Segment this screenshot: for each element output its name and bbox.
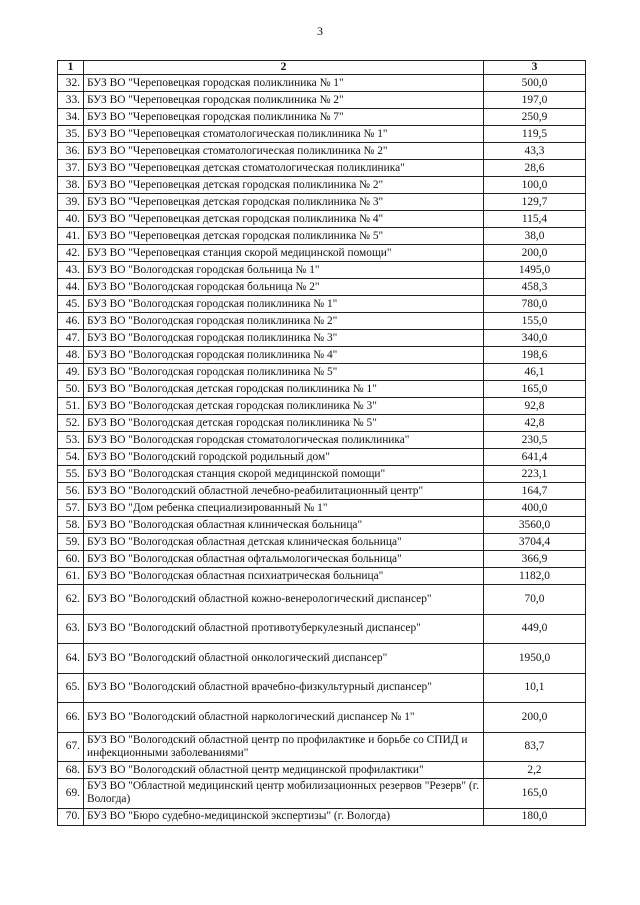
row-number: 42. (58, 245, 84, 262)
table-row (58, 126, 586, 143)
amount-value: 200,0 (484, 245, 586, 262)
amount-value: 2,2 (484, 762, 586, 779)
table-row (58, 644, 586, 674)
row-number: 38. (58, 177, 84, 194)
institution-name: БУЗ ВО "Вологодская областная клиническая больница" (84, 517, 484, 534)
row-number: 44. (58, 279, 84, 296)
row-number: 70. (58, 808, 84, 825)
institution-name: БУЗ ВО "Вологодский областной врачебно-физкультурный диспансер" (84, 673, 484, 703)
institution-name: БУЗ ВО "Череповецкая городская поликлиника № 2" (84, 92, 484, 109)
institution-name: БУЗ ВО "Вологодский областной наркологический диспансер № 1" (84, 703, 484, 733)
row-number: 36. (58, 143, 84, 160)
table-header-row (58, 61, 586, 75)
header-col-1: 1 (58, 61, 84, 75)
institution-name: БУЗ ВО "Череповецкая детская городская поликлиника № 4" (84, 211, 484, 228)
table-row (58, 551, 586, 568)
row-number: 67. (58, 732, 84, 762)
amount-value: 164,7 (484, 483, 586, 500)
table-row (58, 160, 586, 177)
table-row (58, 279, 586, 296)
row-number: 60. (58, 551, 84, 568)
row-number: 68. (58, 762, 84, 779)
table-row (58, 109, 586, 126)
amount-value: 340,0 (484, 330, 586, 347)
table-row (58, 364, 586, 381)
row-number: 63. (58, 614, 84, 644)
row-number: 51. (58, 398, 84, 415)
table-row (58, 432, 586, 449)
institution-name: БУЗ ВО "Дом ребенка специализированный № 1" (84, 500, 484, 517)
table-row (58, 703, 586, 733)
amount-value: 1950,0 (484, 644, 586, 674)
table-row (58, 585, 586, 615)
amount-value: 3704,4 (484, 534, 586, 551)
institution-name: БУЗ ВО "Вологодская областная психиатрическая больница" (84, 568, 484, 585)
institution-name: БУЗ ВО "Череповецкая станция скорой медицинской помощи" (84, 245, 484, 262)
row-number: 47. (58, 330, 84, 347)
table-row (58, 177, 586, 194)
amount-value: 250,9 (484, 109, 586, 126)
amount-value: 155,0 (484, 313, 586, 330)
table-row (58, 808, 586, 825)
row-number: 65. (58, 673, 84, 703)
row-number: 49. (58, 364, 84, 381)
row-number: 40. (58, 211, 84, 228)
institution-name: БУЗ ВО "Череповецкая стоматологическая поликлиника № 2" (84, 143, 484, 160)
row-number: 34. (58, 109, 84, 126)
table-row (58, 517, 586, 534)
amount-value: 458,3 (484, 279, 586, 296)
table-row (58, 313, 586, 330)
row-number: 54. (58, 449, 84, 466)
amount-value: 400,0 (484, 500, 586, 517)
header-col-2: 2 (84, 61, 484, 75)
table-body (58, 75, 586, 826)
amount-value: 165,0 (484, 779, 586, 809)
institution-name: БУЗ ВО "Вологодская областная детская клиническая больница" (84, 534, 484, 551)
row-number: 32. (58, 75, 84, 92)
table-row (58, 732, 586, 762)
table-row (58, 483, 586, 500)
row-number: 58. (58, 517, 84, 534)
institution-name: БУЗ ВО "Вологодская городская поликлиника № 2" (84, 313, 484, 330)
row-number: 48. (58, 347, 84, 364)
row-number: 45. (58, 296, 84, 313)
amount-value: 165,0 (484, 381, 586, 398)
row-number: 43. (58, 262, 84, 279)
amount-value: 28,6 (484, 160, 586, 177)
table-row (58, 330, 586, 347)
amount-value: 780,0 (484, 296, 586, 313)
table-row (58, 262, 586, 279)
institution-name: БУЗ ВО "Череповецкая детская городская поликлиника № 2" (84, 177, 484, 194)
table-row (58, 245, 586, 262)
institution-name: БУЗ ВО "Вологодская детская городская поликлиника № 5" (84, 415, 484, 432)
institution-name: БУЗ ВО "Череповецкая детская городская поликлиника № 5" (84, 228, 484, 245)
row-number: 55. (58, 466, 84, 483)
row-number: 59. (58, 534, 84, 551)
institution-name: БУЗ ВО "Череповецкая детская стоматологическая поликлиника" (84, 160, 484, 177)
institution-name: БУЗ ВО "Вологодская городская больница № 2" (84, 279, 484, 296)
amount-value: 3560,0 (484, 517, 586, 534)
institution-name: БУЗ ВО "Вологодская детская городская поликлиника № 3" (84, 398, 484, 415)
row-number: 46. (58, 313, 84, 330)
funding-table (57, 60, 586, 826)
institution-name: БУЗ ВО "Вологодский областной онкологический диспансер" (84, 644, 484, 674)
institution-name: БУЗ ВО "Череповецкая детская городская поликлиника № 3" (84, 194, 484, 211)
institution-name: БУЗ ВО "Вологодский областной противотуберкулезный диспансер" (84, 614, 484, 644)
table-row (58, 347, 586, 364)
institution-name: БУЗ ВО "Череповецкая городская поликлиника № 1" (84, 75, 484, 92)
row-number: 39. (58, 194, 84, 211)
table-row (58, 211, 586, 228)
institution-name: БУЗ ВО "Череповецкая стоматологическая поликлиника № 1" (84, 126, 484, 143)
amount-value: 500,0 (484, 75, 586, 92)
row-number: 64. (58, 644, 84, 674)
row-number: 56. (58, 483, 84, 500)
row-number: 35. (58, 126, 84, 143)
amount-value: 42,8 (484, 415, 586, 432)
row-number: 41. (58, 228, 84, 245)
table-row (58, 228, 586, 245)
institution-name: БУЗ ВО "Череповецкая городская поликлиника № 7" (84, 109, 484, 126)
table-row (58, 673, 586, 703)
table-row (58, 194, 586, 211)
amount-value: 197,0 (484, 92, 586, 109)
amount-value: 1495,0 (484, 262, 586, 279)
institution-name: БУЗ ВО "Вологодская городская стоматологическая поликлиника" (84, 432, 484, 449)
amount-value: 119,5 (484, 126, 586, 143)
table-row (58, 762, 586, 779)
table-row (58, 415, 586, 432)
table-row (58, 466, 586, 483)
amount-value: 641,4 (484, 449, 586, 466)
institution-name: БУЗ ВО "Вологодская детская городская поликлиника № 1" (84, 381, 484, 398)
table-row (58, 75, 586, 92)
table-row (58, 398, 586, 415)
row-number: 53. (58, 432, 84, 449)
row-number: 66. (58, 703, 84, 733)
institution-name: БУЗ ВО "Вологодская областная офтальмологическая больница" (84, 551, 484, 568)
page-number: 3 (317, 24, 323, 38)
institution-name: БУЗ ВО "Вологодская городская поликлиника № 4" (84, 347, 484, 364)
row-number: 52. (58, 415, 84, 432)
institution-name: БУЗ ВО "Вологодский областной лечебно-реабилитационный центр" (84, 483, 484, 500)
amount-value: 115,4 (484, 211, 586, 228)
amount-value: 100,0 (484, 177, 586, 194)
amount-value: 43,3 (484, 143, 586, 160)
institution-name: БУЗ ВО "Вологодский областной центр медицинской профилактики" (84, 762, 484, 779)
row-number: 50. (58, 381, 84, 398)
institution-name: БУЗ ВО "Вологодский областной центр по профилактике и борьбе со СПИД и инфекционными заболеваниями" (84, 732, 484, 762)
amount-value: 10,1 (484, 673, 586, 703)
table-row (58, 614, 586, 644)
institution-name: БУЗ ВО "Вологодская станция скорой медицинской помощи" (84, 466, 484, 483)
table-row (58, 568, 586, 585)
institution-name: БУЗ ВО "Областной медицинский центр мобилизационных резервов "Резерв" (г. Вологда) (84, 779, 484, 809)
row-number: 69. (58, 779, 84, 809)
amount-value: 223,1 (484, 466, 586, 483)
amount-value: 200,0 (484, 703, 586, 733)
table-row (58, 381, 586, 398)
institution-name: БУЗ ВО "Вологодская городская поликлиника № 5" (84, 364, 484, 381)
amount-value: 230,5 (484, 432, 586, 449)
row-number: 62. (58, 585, 84, 615)
row-number: 33. (58, 92, 84, 109)
institution-name: БУЗ ВО "Вологодская городская поликлиника № 1" (84, 296, 484, 313)
institution-name: БУЗ ВО "Вологодская городская больница № 1" (84, 262, 484, 279)
table-row (58, 500, 586, 517)
institution-name: БУЗ ВО "Бюро судебно-медицинской экспертизы" (г. Вологда) (84, 808, 484, 825)
institution-name: БУЗ ВО "Вологодский городской родильный дом" (84, 449, 484, 466)
amount-value: 38,0 (484, 228, 586, 245)
row-number: 37. (58, 160, 84, 177)
institution-name: БУЗ ВО "Вологодская городская поликлиника № 3" (84, 330, 484, 347)
row-number: 57. (58, 500, 84, 517)
amount-value: 83,7 (484, 732, 586, 762)
amount-value: 1182,0 (484, 568, 586, 585)
row-number: 61. (58, 568, 84, 585)
table-row (58, 779, 586, 809)
header-col-3: 3 (484, 61, 586, 75)
amount-value: 180,0 (484, 808, 586, 825)
table-row (58, 296, 586, 313)
table-row (58, 143, 586, 160)
amount-value: 198,6 (484, 347, 586, 364)
amount-value: 92,8 (484, 398, 586, 415)
institution-name: БУЗ ВО "Вологодский областной кожно-венерологический диспансер" (84, 585, 484, 615)
amount-value: 70,0 (484, 585, 586, 615)
table-row (58, 534, 586, 551)
amount-value: 366,9 (484, 551, 586, 568)
table-row (58, 92, 586, 109)
amount-value: 129,7 (484, 194, 586, 211)
table-row (58, 449, 586, 466)
amount-value: 46,1 (484, 364, 586, 381)
amount-value: 449,0 (484, 614, 586, 644)
